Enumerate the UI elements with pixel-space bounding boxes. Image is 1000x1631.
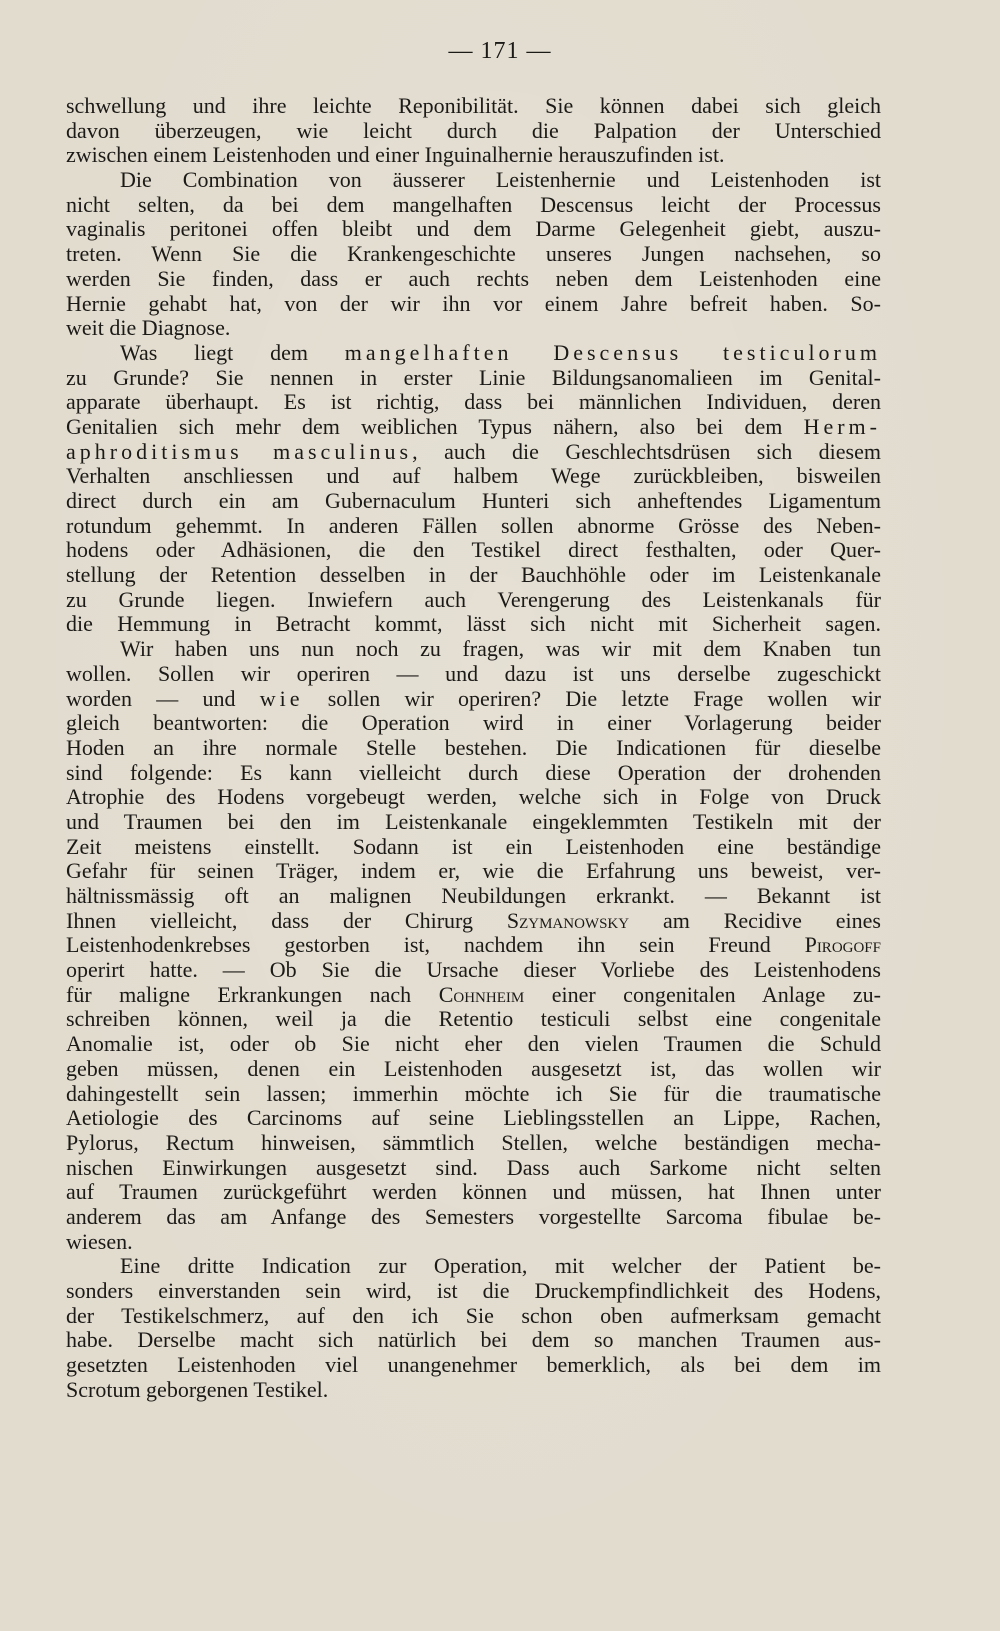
text-line: hältnissmässig oft an malignen Neubildungen erkrankt. — Bekannt ist (66, 883, 881, 908)
text-line (66, 933, 881, 958)
text-segment: einer congenitalen Anlage zu- (524, 981, 881, 1007)
text-line: weit die Diagnose. (66, 315, 231, 341)
text-line: Eine dritte Indication zur Operation, mit welcher der Patient be- (120, 1253, 881, 1279)
text-line: und Traumen bei den im Leistenkanale eingeklemmten Testikeln mit der (66, 808, 881, 834)
text-line: sonders einverstanden sein wird, ist die Druckempfindlichkeit des Hodens, (66, 1278, 881, 1303)
author-name: Szymanowsky (506, 907, 630, 933)
text-segment: Ihnen vielleicht, dass der Chirurg (66, 907, 507, 933)
emphasized-text: aphroditismus masculinus (66, 438, 413, 464)
text-line: nicht selten, da bei dem mangelhaften Descensus leicht der Processus (66, 191, 881, 217)
text-line: Verhalten anschliessen und auf halbem Wege zurückbleiben, bisweilen (66, 463, 881, 489)
text-line: treten. Wenn Sie die Krankengeschichte unseres Jungen nachsehen, so (66, 241, 881, 267)
text-line: operirt hatte. — Ob Sie die Ursache dieser Vorliebe des Leistenhodens (66, 957, 881, 983)
body-text (66, 94, 881, 1402)
text-line: zu Grunde liegen. Inwiefern auch Verengerung des Leistenkanals für (66, 586, 881, 612)
text-line: Hernie gehabt hat, von der wir ihn vor einem Jahre befreit haben. So- (66, 290, 881, 316)
text-segment: Genitalien sich mehr dem weiblichen Typus nähern, also bei dem (66, 413, 804, 439)
text-segment: sollen wir operiren? Die letzte Frage wollen wir (303, 685, 882, 711)
text-line: Die Combination von äusserer Leistenhernie und Leistenhoden ist (120, 167, 881, 193)
text-segment: am Recidive eines (629, 907, 881, 933)
text-line: geben müssen, denen ein Leistenhoden ausgesetzt ist, das wollen wir (66, 1055, 881, 1081)
text-segment: Was liegt dem (120, 339, 345, 365)
text-line: habe. Derselbe macht sich natürlich bei dem so manchen Traumen aus- (66, 1327, 881, 1353)
text-line: Scrotum geborgenen Testikel. (66, 1376, 329, 1402)
text-line: die Hemmung in Betracht kommt, lässt sich nicht mit Sicherheit sagen. (66, 611, 881, 637)
text-line: Wir haben uns nun noch zu fragen, was wir mit dem Knaben tun (120, 636, 881, 662)
text-line: schreiben können, weil ja die Retentio testiculi selbst eine congenitale (66, 1006, 881, 1032)
text-line: gleich beantworten: die Operation wird in einer Vorlagerung beider (66, 710, 881, 736)
page-number: — 171 — (448, 38, 552, 64)
text-line: anderem das am Anfange des Semesters vorgestellte Sarcoma fibulae be- (66, 1203, 881, 1229)
text-line (66, 983, 881, 1008)
author-name: Cohnheim (438, 981, 525, 1007)
text-line: nischen Einwirkungen ausgesetzt sind. Dass auch Sarkome nicht selten (66, 1154, 881, 1180)
text-line: Zeit meistens einstellt. Sodann ist ein Leistenhoden eine beständige (66, 833, 881, 859)
text-line: wollen. Sollen wir operiren — und dazu ist uns derselbe zugeschickt (66, 660, 881, 686)
text-line: zu Grunde? Sie nennen in erster Linie Bildungsanomalieen im Genital- (66, 364, 881, 390)
text-line: dahingestellt sein lassen; immerhin möchte ich Sie für die traumatische (66, 1080, 881, 1106)
text-line: vaginalis peritonei offen bleibt und dem Darme Gelegenheit giebt, auszu- (66, 216, 881, 242)
text-line: rotundum gehemmt. In anderen Fällen sollen abnorme Grösse des Neben- (66, 512, 881, 538)
text-line: werden Sie finden, dass er auch rechts neben dem Leistenhoden eine (66, 265, 881, 291)
text-line: Aetiologie des Carcinoms auf seine Lieblingsstellen an Lippe, Rachen, (66, 1105, 881, 1131)
text-line: hodens oder Adhäsionen, die den Testikel direct festhalten, oder Quer- (66, 537, 881, 563)
text-line: zwischen einem Leistenhoden und einer Inguinalhernie herauszufinden ist. (66, 142, 725, 168)
text-line (66, 440, 881, 465)
text-segment: für maligne Erkrankungen nach (66, 981, 439, 1007)
text-line: gesetzten Leistenhoden viel unangenehmer bemerklich, als bei dem im (66, 1352, 881, 1378)
text-line (66, 415, 881, 440)
text-line: direct durch ein am Gubernaculum Hunteri sich anheftendes Ligamentum (66, 488, 881, 513)
text-segment: , auch die Geschlechtsdrüsen sich diesem (412, 438, 881, 464)
text-line: stellung der Retention desselben in der Bauchhöhle oder im Leistenkanale (66, 562, 881, 588)
text-line: auf Traumen zurückgeführt werden können und müssen, hat Ihnen unter (66, 1179, 881, 1205)
text-segment: worden — und (66, 685, 260, 711)
text-line: Atrophie des Hodens vorgebeugt werden, welche sich in Folge von Druck (66, 784, 881, 810)
text-line: apparate überhaupt. Es ist richtig, dass bei männlichen Individuen, deren (66, 389, 881, 415)
text-line: wiesen. (66, 1228, 133, 1254)
text-line: sind folgende: Es kann vielleicht durch diese Operation der drohenden (66, 759, 881, 785)
text-line: davon überzeugen, wie leicht durch die Palpation der Unterschied (66, 117, 881, 143)
text-line (66, 341, 881, 366)
text-line (66, 687, 881, 712)
emphasized-text: mangelhaften Descensus testiculorum (344, 339, 881, 365)
text-line: Anomalie ist, oder ob Sie nicht eher den vielen Traumen die Schuld (66, 1031, 881, 1057)
text-line: der Testikelschmerz, auf den ich Sie schon oben aufmerksam gemacht (66, 1302, 881, 1328)
text-line: Hoden an ihre normale Stelle bestehen. Die Indicationen für dieselbe (66, 734, 881, 760)
text-line: schwellung und ihre leichte Reponibilität. Sie können dabei sich gleich (66, 93, 881, 118)
text-line: Gefahr für seinen Träger, indem er, wie die Erfahrung uns beweist, ver- (66, 858, 881, 884)
emphasized-text: wie (259, 685, 304, 711)
text-line: Pylorus, Rectum hinweisen, sämmtlich Stellen, welche beständigen mecha- (66, 1129, 881, 1155)
text-line (66, 909, 881, 934)
author-name: Pirogoff (804, 932, 881, 958)
text-segment: Leistenhodenkrebses gestorben ist, nachdem ihn sein Freund (66, 932, 805, 958)
emphasized-text: Herm- (803, 413, 881, 439)
